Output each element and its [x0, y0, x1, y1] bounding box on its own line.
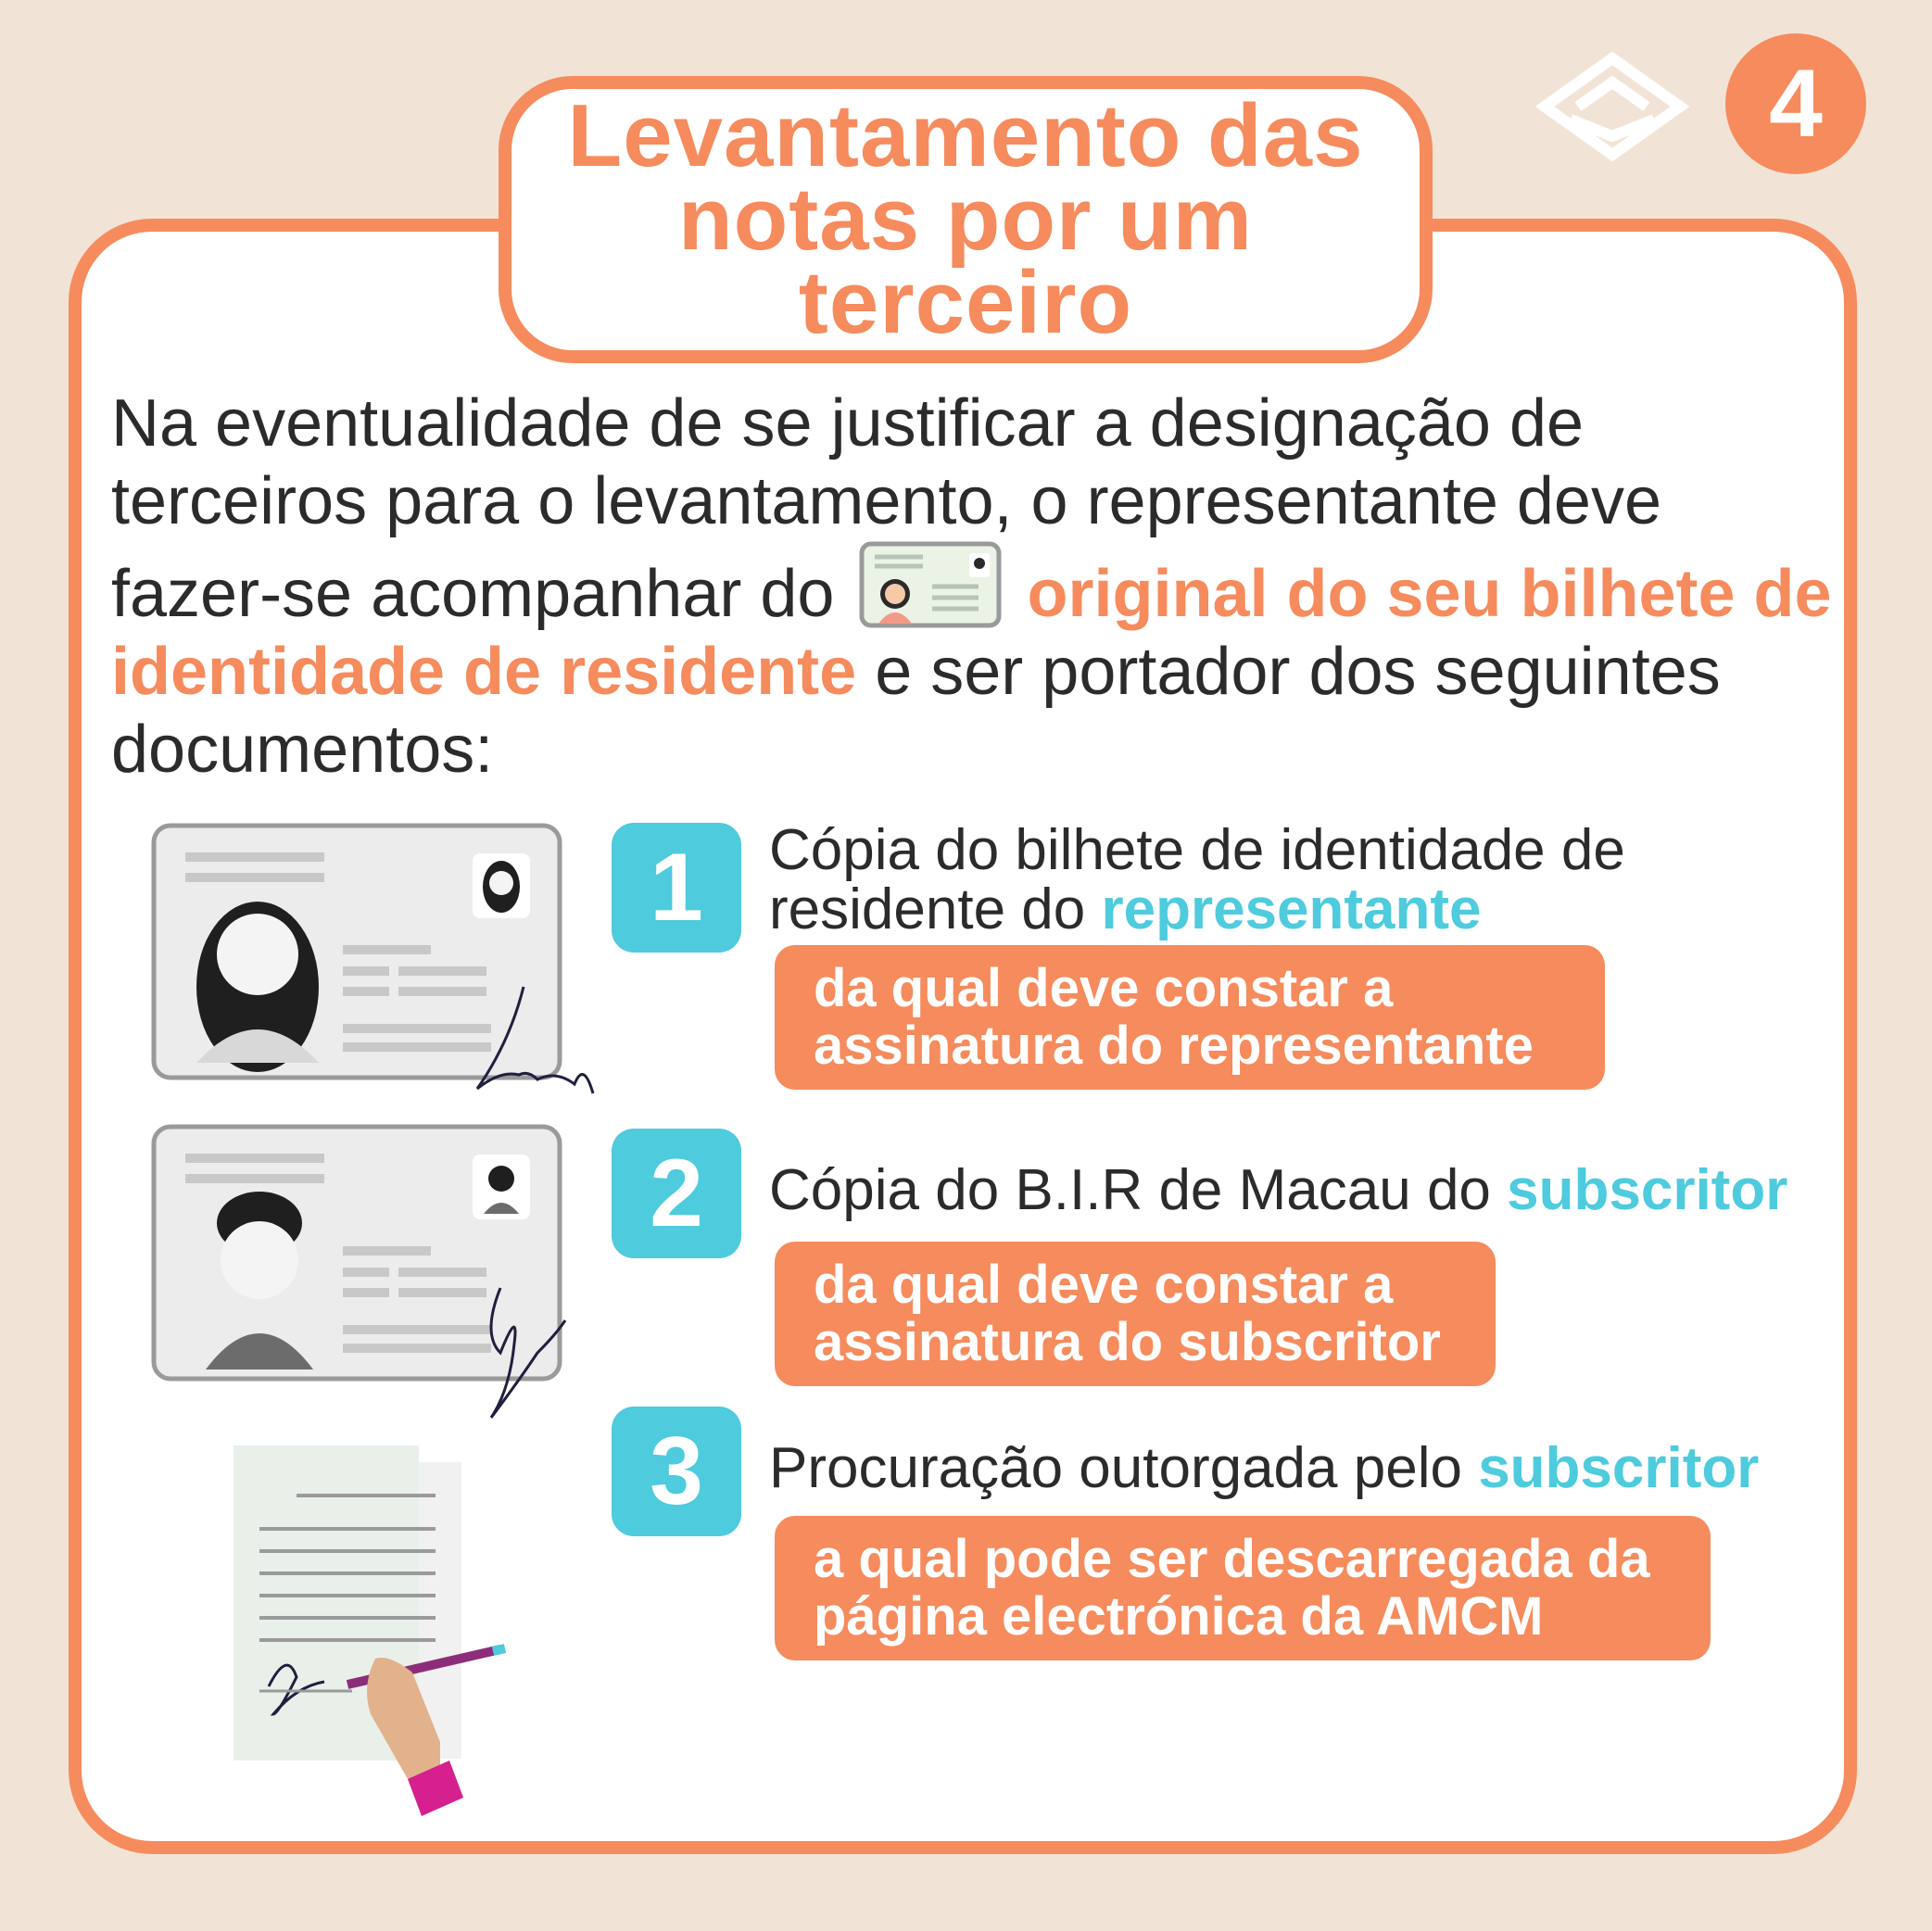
page-title	[567, 86, 1364, 352]
intro-text-part1: Na eventualidade de se justificar a designação de terceiros para o levantamento, o representante deve fazer-se acompanhar do	[111, 386, 1662, 631]
item-note-1-line1: da qual deve constar a	[814, 958, 1394, 1018]
intro-paragraph	[111, 385, 1835, 789]
title-box	[499, 76, 1433, 363]
item-note-3-line1: a qual pode ser descarregada da	[814, 1529, 1650, 1589]
id-card-illustration-representante	[148, 820, 612, 1098]
item-note-2-line2: assinatura do subscritor	[814, 1312, 1441, 1372]
item-note-3-line2: página electrónica da AMCM	[814, 1586, 1544, 1647]
item-text-1-line1: Cópia do bilhete de identidade de	[769, 818, 1625, 882]
id-card-illustration-subscritor	[148, 1121, 612, 1427]
intro-text-part2: e ser portador dos seguintes documentos:	[111, 635, 1721, 787]
item-keyword-representante: representante	[1101, 877, 1482, 941]
item-text-1-line2	[769, 877, 1625, 941]
title-line-1: Levantamento das	[567, 86, 1364, 185]
id-card-icon	[858, 540, 1003, 629]
intro-highlight: original do seu bilhete de identidade de residente	[111, 557, 1832, 709]
item-text-3-prefix: Procuração outorgada pelo	[769, 1436, 1479, 1500]
item-note-3	[775, 1516, 1711, 1660]
title-line-2: notas por um	[677, 170, 1253, 269]
item-text-1-prefix: residente do	[769, 877, 1102, 941]
item-number-1: 1	[612, 823, 741, 953]
item-number-2: 2	[612, 1129, 741, 1258]
page-number-badge: 4	[1725, 33, 1866, 174]
item-keyword-subscritor: subscritor	[1507, 1158, 1788, 1222]
item-number-3: 3	[612, 1407, 741, 1536]
item-text-3	[769, 1436, 1760, 1500]
item-text-2-prefix: Cópia do B.I.R de Macau do	[769, 1158, 1508, 1222]
title-line-3: terceiro	[798, 253, 1133, 352]
item-keyword-subscritor-3: subscritor	[1478, 1436, 1760, 1500]
item-note-1-line2: assinatura do representante	[814, 1016, 1534, 1076]
item-note-1	[775, 945, 1605, 1090]
diamond-logo-icon	[1534, 51, 1691, 162]
item-text-2	[769, 1158, 1788, 1222]
item-text-1	[769, 818, 1625, 941]
item-note-2-line1: da qual deve constar a	[814, 1255, 1394, 1315]
item-note-2	[775, 1242, 1496, 1386]
signed-document-icon	[222, 1436, 528, 1816]
